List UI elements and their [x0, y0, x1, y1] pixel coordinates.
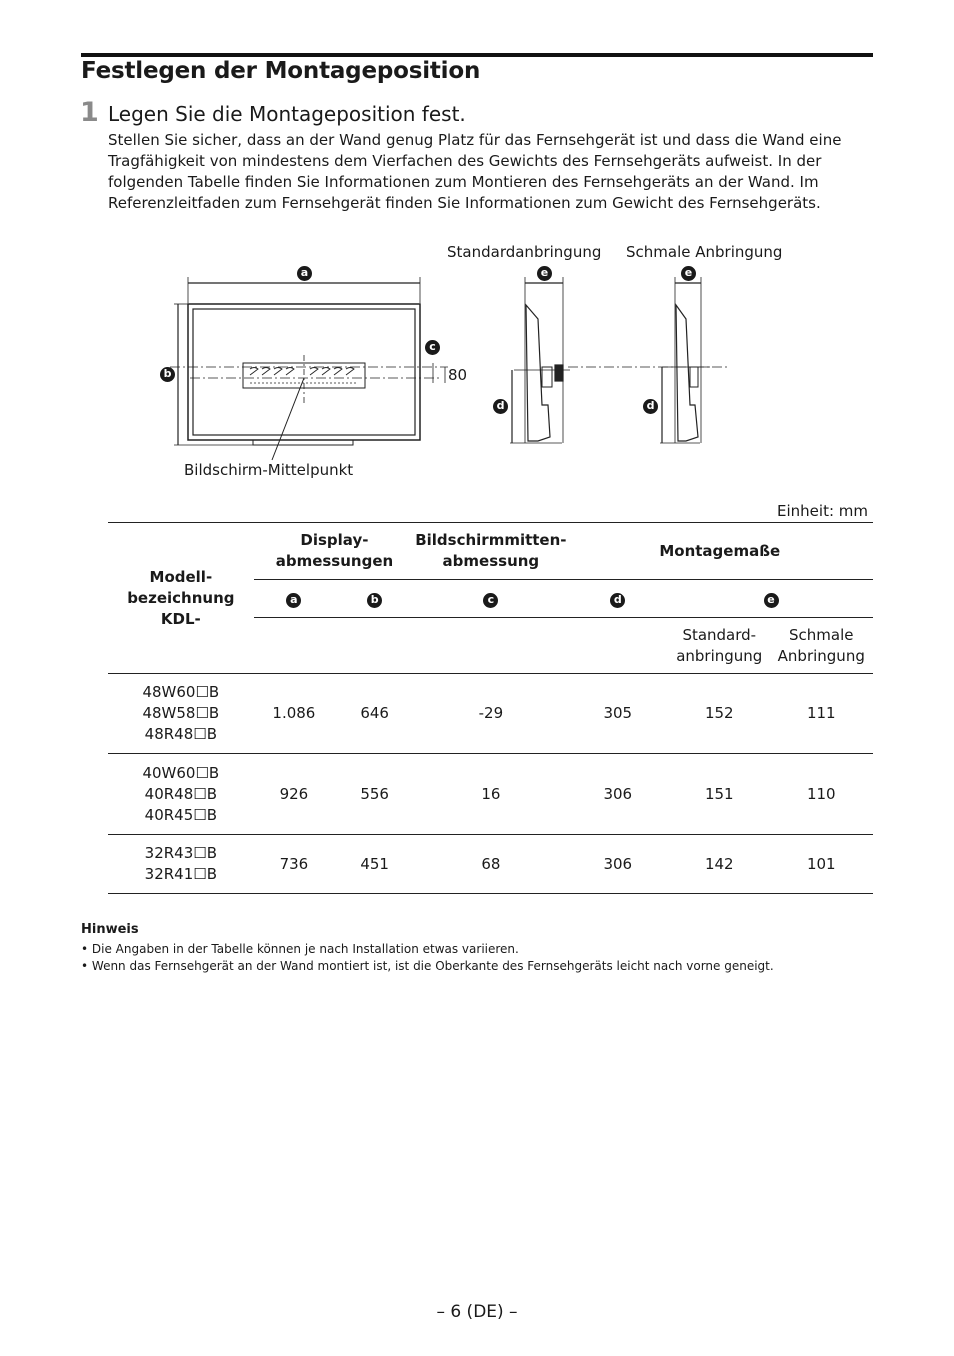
- tv-side-standard: [526, 305, 550, 441]
- marker-c: c: [425, 340, 440, 355]
- mounting-table: [108, 522, 873, 894]
- page-title: Festlegen der Montageposition: [81, 58, 481, 84]
- header-display: Display- abmessungen: [254, 523, 416, 580]
- header-mount: Montagemaße: [567, 523, 873, 580]
- header-narrow: Schmale Anbringung: [770, 618, 873, 674]
- tv-side-narrow: [676, 305, 698, 441]
- note-item: • Wenn das Fernsehgerät an der Wand montiert ist, ist die Oberkante des Fernsehgeräts leicht nach vorne geneigt.: [81, 959, 774, 973]
- marker-d-standard: d: [493, 399, 508, 414]
- step-title: Legen Sie die Montageposition fest.: [108, 102, 466, 126]
- col-marker-e: e: [764, 593, 779, 608]
- step-body: Stellen Sie sicher, dass an der Wand genug Platz für das Fernsehgerät ist und dass die Wand eine Tragfähigkeit von mindestens dem Vierfachen des Gewichts des Fernsehgeräts aufweist. In der folgenden Tabelle finden Sie Informationen zum Montieren des Fernsehgeräts an der Wand. Im Referenzleitfaden zum Fernsehgerät finden Sie Informationen zum Gewicht des Fernsehgeräts.: [108, 131, 842, 212]
- table-row: 48W60☐B 48W58☐B 48R48☐B 1.086 646 -29 305 152 111: [108, 674, 873, 754]
- mounting-diagram: [150, 255, 730, 470]
- col-marker-c: c: [483, 593, 498, 608]
- screen-center-label: Bildschirm-Mittelpunkt: [184, 461, 354, 479]
- narrow-mount-label: Schmale Anbringung: [626, 243, 783, 261]
- marker-b: b: [160, 367, 175, 382]
- standard-mount-label: Standardanbringung: [447, 243, 602, 261]
- note-item: • Die Angaben in der Tabelle können je nach Installation etwas variieren.: [81, 942, 519, 956]
- marker-a: a: [297, 266, 312, 281]
- title-rule: [81, 53, 873, 57]
- note-title: Hinweis: [81, 922, 139, 937]
- dimension-80-label: 80: [448, 366, 468, 384]
- header-standard: Standard- anbringung: [669, 618, 770, 674]
- col-marker-a: a: [286, 593, 301, 608]
- marker-e-narrow: e: [681, 266, 696, 281]
- unit-label: Einheit: mm: [777, 502, 868, 520]
- marker-d-narrow: d: [643, 399, 658, 414]
- step-number: 1: [80, 97, 99, 128]
- col-marker-d: d: [610, 593, 625, 608]
- col-marker-b: b: [367, 593, 382, 608]
- marker-e-standard: e: [537, 266, 552, 281]
- center-leader-line: [272, 378, 304, 460]
- header-model: Modell- bezeichnung KDL-: [108, 523, 254, 674]
- table-row: 32R43☐B 32R41☐B 736 451 68 306 142 101: [108, 835, 873, 894]
- page-footer: – 6 (DE) –: [436, 1302, 518, 1322]
- header-center: Bildschirmmitten- abmessung: [415, 523, 566, 580]
- table-row: 40W60☐B 40R48☐B 40R45☐B 926 556 16 306 151 110: [108, 754, 873, 835]
